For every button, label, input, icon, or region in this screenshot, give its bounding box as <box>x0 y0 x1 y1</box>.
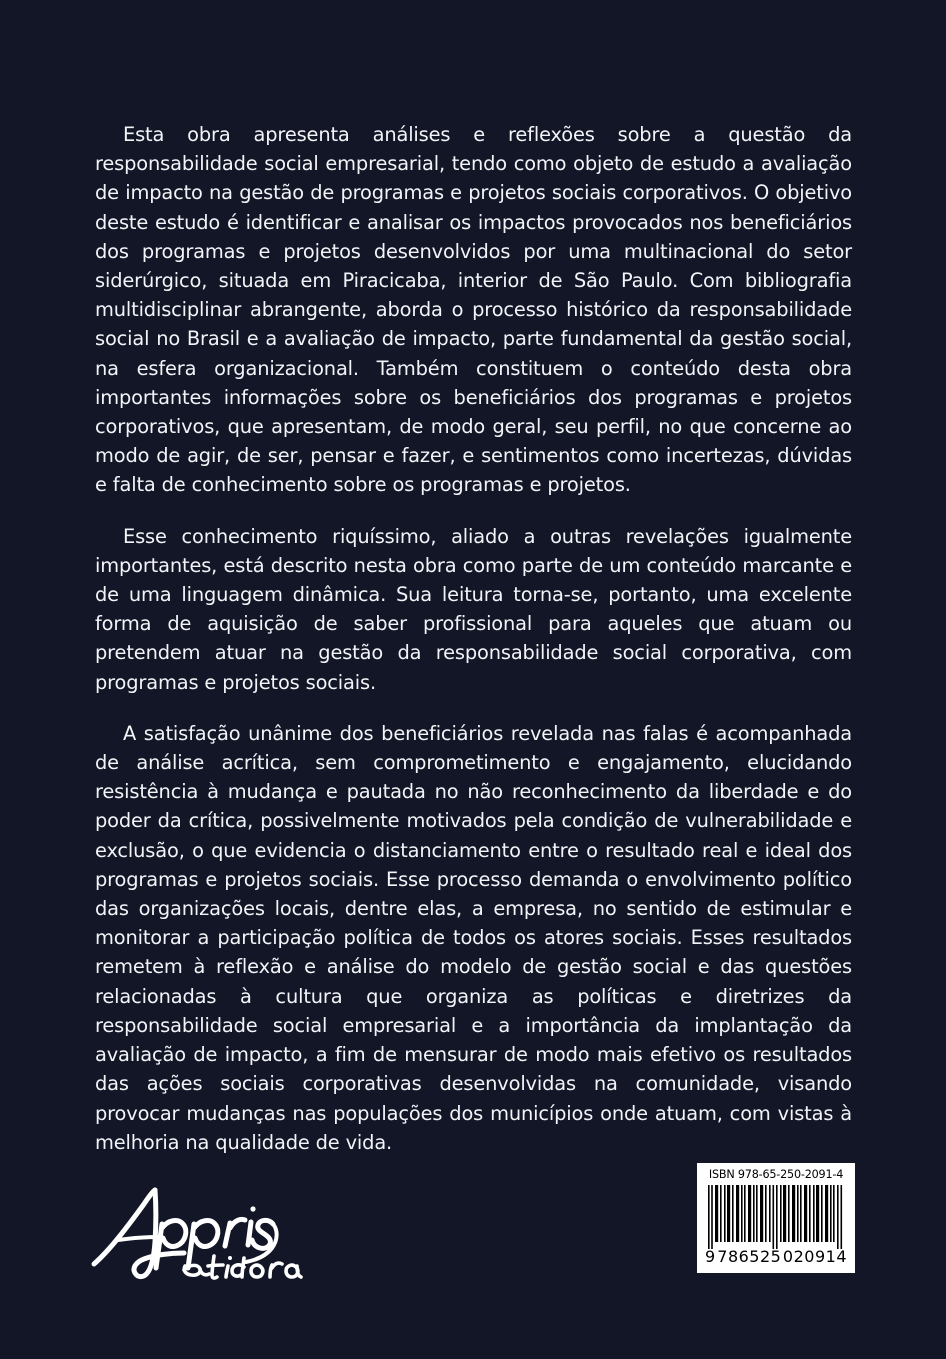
isbn-barcode <box>697 1163 855 1273</box>
ean-digit-row <box>705 1248 847 1266</box>
isbn-number-label: ISBN 978-65-250-2091-4 <box>708 1168 844 1181</box>
blurb-paragraph-3: A satisfação unânime dos beneficiários revelada nas falas é acompanhada de análise acrítica, sem comprometimento e engajamento, elucidando resistência à mudança e pautada no não reconhecimento da liberdade e do poder da crítica, possivelmente motivados pela condição de vulnerabilidade e exclusão, o que evidencia o distanciamento entre o resultado real e ideal dos programas e projetos sociais. Esse processo demanda o envolvimento político das organizações locais, dentre elas, a empresa, no sentido de estimular e monitorar a participação política de todos os atores sociais. Esses resultados remetem à reflexão e análise do modelo de gestão social e das questões relacionadas à cultura que organiza as políticas e diretrizes da responsabilidade social empresarial e a importância da implantação da avaliação de impacto, a fim de mensurar de modo mais efetivo os resultados das ações sociais corporativas desenvolvidas na comunidade, visando provocar mudanças nas populações dos municípios onde atuam, com vistas à melhoria na qualidade de vida. <box>95 721 852 1154</box>
appris-editora-logotype <box>88 1178 318 1288</box>
ean-digit-group-2: 786525 <box>717 1247 782 1266</box>
ean-digit-group-1: 9 <box>705 1247 716 1266</box>
ean-digit-group-3: 020914 <box>782 1247 847 1266</box>
back-cover-blurb <box>95 120 852 1157</box>
blurb-paragraph-1: Esta obra apresenta análises e reflexões sobre a questão da responsabilidade social empresarial, tendo como objeto de estudo a avaliação de impacto na gestão de programas e projetos sociais corporativos. O objetivo deste estudo é identificar e analisar os impactos provocados nos beneficiários dos programas e projetos desenvolvidos por uma multinacional do setor siderúrgico, situada em Piracicaba, interior de São Paulo. Com bibliografia multidisciplinar abrangente, aborda o processo histórico da responsabilidade social no Brasil e a avaliação de impacto, parte fundamental da gestão social, na esfera organizacional. Também constituem o conteúdo desta obra importantes informações sobre os beneficiários dos programas e projetos corporativos, que apresentam, de modo geral, seu perfil, no que concerne ao modo de agir, de ser, pensar e fazer, e sentimentos como incertezas, dúvidas e falta de conhecimento sobre os programas e projetos. <box>95 123 852 497</box>
barcode-bars <box>708 1185 844 1249</box>
publisher-logo <box>88 1178 318 1288</box>
blurb-paragraph-2: Esse conhecimento riquíssimo, aliado a outras revelações igualmente importantes, está descrito nesta obra como parte de um conteúdo marcante e de uma linguagem dinâmica. Sua leitura torna-se, portanto, uma excelente forma de aquisição de saber profissional para aqueles que atuam ou pretendem atuar na gestão da responsabilidade social corporativa, com programas e projetos sociais. <box>95 524 852 694</box>
